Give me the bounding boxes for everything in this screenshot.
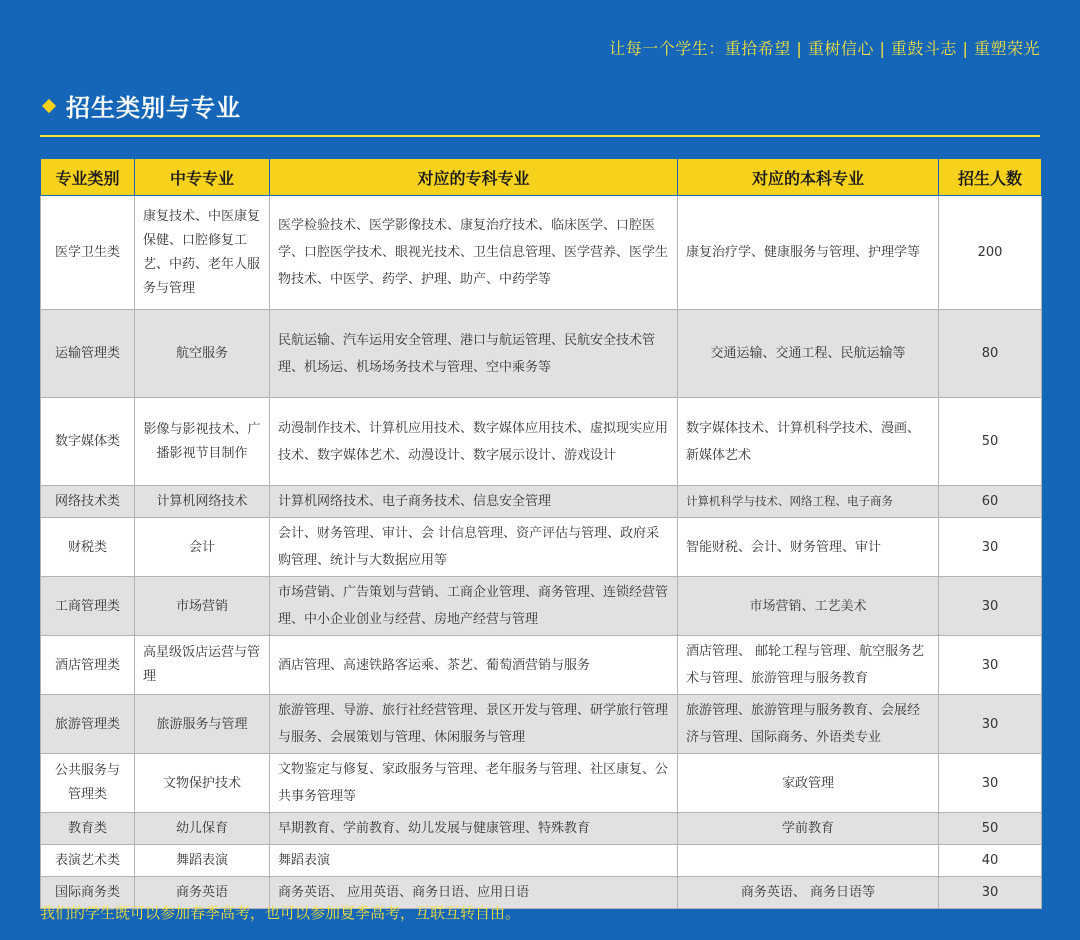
cell-category: 教育类: [41, 813, 135, 845]
table-row: [41, 310, 1042, 398]
cell-college: 舞蹈表演: [270, 845, 678, 877]
cell-secondary: 旅游服务与管理: [135, 695, 270, 754]
enrollment-table: [40, 158, 1042, 909]
cell-category: 网络技术类: [41, 486, 135, 518]
cell-secondary: 幼儿保育: [135, 813, 270, 845]
cell-college: 商务英语、 应用英语、商务日语、应用日语: [270, 877, 678, 909]
table-row: [41, 813, 1042, 845]
cell-bachelor: 家政管理: [678, 754, 939, 813]
cell-quota: 40: [939, 845, 1042, 877]
cell-quota: 50: [939, 813, 1042, 845]
cell-secondary: 航空服务: [135, 310, 270, 398]
cell-quota: 200: [939, 196, 1042, 310]
table-row: [41, 754, 1042, 813]
cell-bachelor: 康复治疗学、健康服务与管理、护理学等: [678, 196, 939, 310]
cell-college: 民航运输、汽车运用安全管理、港口与航运管理、民航安全技术管理、机场运、机场场务技术与管理、空中乘务等: [270, 310, 678, 398]
cell-secondary: 高星级饭店运营与管理: [135, 636, 270, 695]
header-secondary-major: 中专专业: [135, 159, 270, 196]
cell-category: 表演艺术类: [41, 845, 135, 877]
table-row: [41, 845, 1042, 877]
cell-secondary: 商务英语: [135, 877, 270, 909]
cell-college: 计算机网络技术、电子商务技术、信息安全管理: [270, 486, 678, 518]
cell-bachelor: 计算机科学与技术、网络工程、电子商务: [678, 486, 939, 518]
cell-quota: 80: [939, 310, 1042, 398]
cell-category: 运输管理类: [41, 310, 135, 398]
cell-quota: 60: [939, 486, 1042, 518]
cell-category: 财税类: [41, 518, 135, 577]
cell-college: 早期教育、学前教育、幼儿发展与健康管理、特殊教育: [270, 813, 678, 845]
cell-secondary: 文物保护技术: [135, 754, 270, 813]
cell-quota: 50: [939, 398, 1042, 486]
cell-category: 酒店管理类: [41, 636, 135, 695]
cell-college: 酒店管理、高速铁路客运乘、茶艺、葡萄酒营销与服务: [270, 636, 678, 695]
cell-college: 医学检验技术、医学影像技术、康复治疗技术、临床医学、口腔医学、口腔医学技术、眼视光技术、卫生信息管理、医学营养、医学生物技术、中医学、药学、护理、助产、中药学等: [270, 196, 678, 310]
cell-secondary: 舞蹈表演: [135, 845, 270, 877]
header-bachelor-major: 对应的本科专业: [678, 159, 939, 196]
table-row: [41, 695, 1042, 754]
cell-bachelor: 数字媒体技术、计算机科学技术、漫画、新媒体艺术: [678, 398, 939, 486]
table-row: [41, 486, 1042, 518]
section-heading: [44, 88, 241, 123]
section-title: 招生类别与专业: [66, 94, 241, 122]
cell-college: 市场营销、广告策划与营销、工商企业管理、商务管理、连锁经营管理、中小企业创业与经营、房地产经营与管理: [270, 577, 678, 636]
header-college-major: 对应的专科专业: [270, 159, 678, 196]
cell-category: 数字媒体类: [41, 398, 135, 486]
cell-college: 旅游管理、导游、旅行社经营管理、景区开发与管理、研学旅行管理与服务、会展策划与管理、休闲服务与管理: [270, 695, 678, 754]
cell-bachelor: 智能财税、会计、财务管理、审计: [678, 518, 939, 577]
footer-note: 我们的学生既可以参加春季高考，也可以参加夏季高考，互联互转自由。: [40, 904, 521, 922]
cell-bachelor: 学前教育: [678, 813, 939, 845]
cell-secondary: 计算机网络技术: [135, 486, 270, 518]
cell-category: 工商管理类: [41, 577, 135, 636]
cell-secondary: 会计: [135, 518, 270, 577]
slogan: 让每一个学生：重拾希望 | 重树信心 | 重鼓斗志 | 重塑荣光: [609, 39, 1040, 58]
cell-bachelor: 市场营销、工艺美术: [678, 577, 939, 636]
cell-college: 动漫制作技术、计算机应用技术、数字媒体应用技术、虚拟现实应用技术、数字媒体艺术、动漫设计、数字展示设计、游戏设计: [270, 398, 678, 486]
table-row: [41, 577, 1042, 636]
table-row: [41, 398, 1042, 486]
cell-quota: 30: [939, 877, 1042, 909]
cell-bachelor: 酒店管理、 邮轮工程与管理、航空服务艺术与管理、旅游管理与服务教育: [678, 636, 939, 695]
table-row: [41, 518, 1042, 577]
cell-category: 公共服务与管理类: [41, 754, 135, 813]
heading-divider: [40, 135, 1040, 137]
cell-secondary: 影像与影视技术、广播影视节目制作: [135, 398, 270, 486]
cell-college: 会计、财务管理、审计、会 计信息管理、资产评估与管理、政府采购管理、统计与大数据应用等: [270, 518, 678, 577]
cell-quota: 30: [939, 636, 1042, 695]
cell-category: 医学卫生类: [41, 196, 135, 310]
table-row: [41, 636, 1042, 695]
header-category: 专业类别: [41, 159, 135, 196]
cell-secondary: 市场营销: [135, 577, 270, 636]
cell-category: 国际商务类: [41, 877, 135, 909]
cell-bachelor: 商务英语、 商务日语等: [678, 877, 939, 909]
cell-quota: 30: [939, 695, 1042, 754]
cell-secondary: 康复技术、中医康复保健、口腔修复工艺、中药、老年人服务与管理: [135, 196, 270, 310]
cell-quota: 30: [939, 577, 1042, 636]
table-header-row: [41, 159, 1042, 196]
header-quota: 招生人数: [939, 159, 1042, 196]
cell-bachelor: 旅游管理、旅游管理与服务教育、会展经济与管理、国际商务、外语类专业: [678, 695, 939, 754]
cell-bachelor: 交通运输、交通工程、民航运输等: [678, 310, 939, 398]
cell-quota: 30: [939, 518, 1042, 577]
cell-category: 旅游管理类: [41, 695, 135, 754]
table-row: [41, 196, 1042, 310]
cell-bachelor: [678, 845, 939, 877]
diamond-bullet-icon: [42, 98, 56, 112]
cell-college: 文物鉴定与修复、家政服务与管理、老年服务与管理、社区康复、公共事务管理等: [270, 754, 678, 813]
cell-quota: 30: [939, 754, 1042, 813]
